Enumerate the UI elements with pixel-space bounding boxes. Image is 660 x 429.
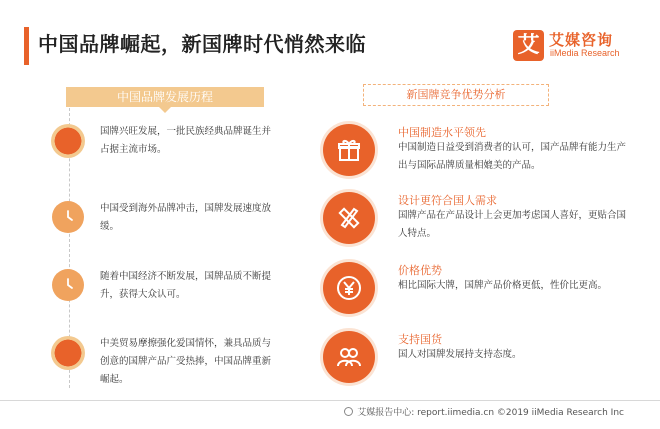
- advantage-text: 相比国际大牌，国牌产品价格更低，性价比更高。: [398, 280, 608, 291]
- timeline-item-text: 国牌兴旺发展，一批民族经典品牌诞生并占据主流市场。: [100, 126, 272, 155]
- footer-divider: [0, 400, 660, 401]
- people-icon: [323, 331, 375, 383]
- brand-logo: [513, 30, 633, 64]
- advantage-item: [323, 124, 633, 184]
- footer-text: 艾媒报告中心: report.iimedia.cn ©2019 iiMedia Research Inc: [357, 408, 624, 418]
- timeline-item-text: 随着中国经济不断发展，国牌品质不断提升，获得大众认可。: [100, 271, 272, 300]
- dot-icon: [51, 124, 85, 158]
- dot-icon: [51, 336, 85, 370]
- advantage-text: 中国制造日益受到消费者的认可，国产品牌有能力生产出与国际品牌质量相媲美的产品。: [398, 142, 627, 171]
- advantage-text: 国人对国牌发展持支持态度。: [398, 349, 522, 360]
- advantage-item: [323, 192, 633, 252]
- timeline-heading: 中国品牌发展历程: [66, 87, 264, 107]
- timeline-item-text: 中国受到海外品牌冲击，国牌发展速度放缓。: [100, 203, 272, 232]
- advantage-title: 设计更符合国人需求: [398, 194, 497, 207]
- advantage-item: [323, 262, 633, 322]
- logo-name-cn: 艾媒咨询: [549, 31, 614, 49]
- advantages-heading: 新国牌竞争优势分析: [363, 84, 549, 106]
- timeline-item: [52, 269, 292, 315]
- timeline-item: [52, 201, 292, 247]
- title-accent-bar: [24, 27, 29, 65]
- footer-logo-icon: [344, 407, 353, 416]
- advantage-title: 支持国货: [398, 333, 442, 346]
- yen-icon: [323, 262, 375, 314]
- clock-icon: [52, 269, 84, 301]
- gift-icon: [323, 124, 375, 176]
- timeline-item-text: 中美贸易摩擦强化爱国情怀，兼具品质与创意的国牌产品广受热捧，中国品牌重新崛起。: [100, 338, 272, 385]
- advantage-text: 国牌产品在产品设计上会更加考虑国人喜好，更贴合国人特点。: [398, 210, 627, 239]
- design-tools-icon: [323, 192, 375, 244]
- footer: [344, 405, 624, 418]
- timeline-item: [52, 124, 292, 170]
- logo-mark: 艾: [513, 30, 544, 61]
- timeline-item: [52, 336, 292, 385]
- page-title: 中国品牌崛起，新国牌时代悄然来临: [38, 32, 366, 56]
- advantage-title: 中国制造水平领先: [398, 126, 486, 139]
- logo-name-en: iiMedia Research: [550, 48, 620, 58]
- advantage-item: [323, 331, 633, 391]
- advantage-title: 价格优势: [398, 264, 442, 277]
- clock-icon: [52, 201, 84, 233]
